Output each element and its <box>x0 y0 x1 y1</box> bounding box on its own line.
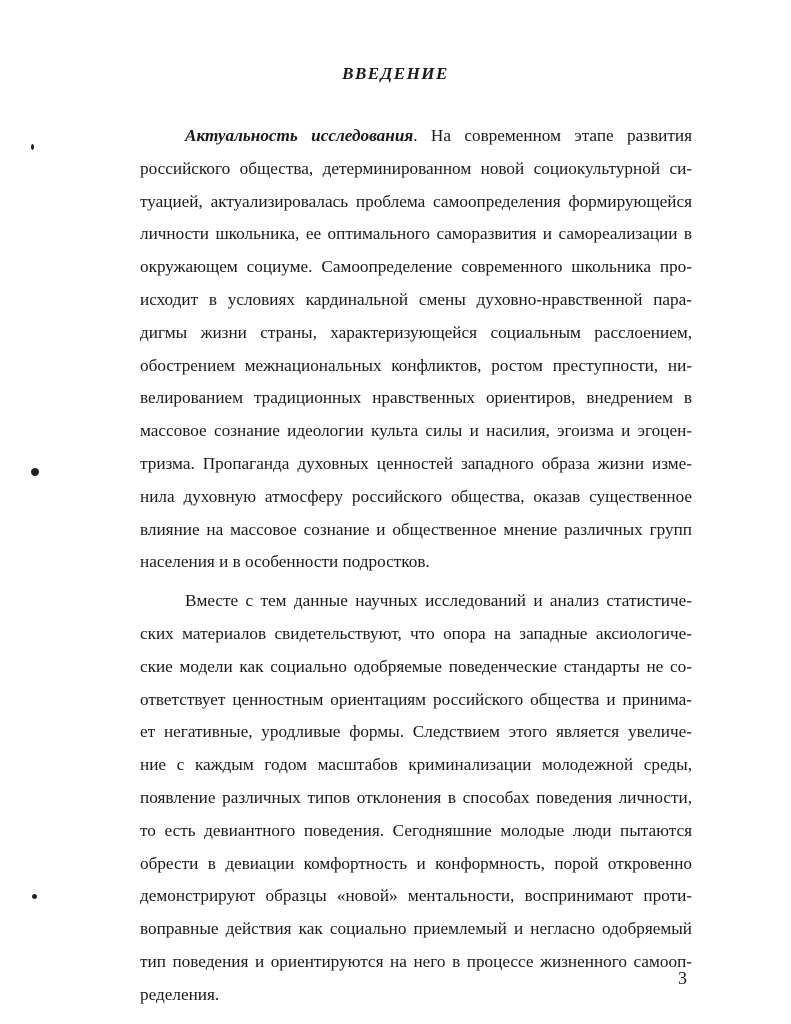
paragraph-line: массовое сознание идеологии культа силы и насилия, эгоизма и эгоцен- <box>140 421 692 441</box>
paragraph-line: ние с каждым годом масштабов криминализации молодежной среды, <box>140 755 692 775</box>
paragraph-line: обострением межнациональных конфликтов, ростом преступности, ни- <box>140 355 692 375</box>
paragraph-line: российского общества, детерминированном новой социокультурной си- <box>140 158 692 178</box>
paragraph-evidence <box>140 585 692 1011</box>
paragraph-line: тризма. Пропаганда духовных ценностей западного образа жизни изме- <box>140 453 692 473</box>
paragraph-line: велированием традиционных нравственных ориентиров, внедрением в <box>140 388 692 408</box>
section-heading: ВВЕДЕНИЕ <box>342 64 449 83</box>
paragraph-line: ответствует ценностным ориентациям российского общества и принима- <box>140 689 692 709</box>
paragraph-line: Вместе с тем данные научных исследований и анализ статистиче- <box>185 591 692 611</box>
paragraph-line: ределения. <box>140 984 220 1004</box>
paragraph-line: влияние на массовое сознание и общественное мнение различных групп <box>140 519 692 539</box>
paragraph-line: ет негативные, уродливые формы. Следствием этого является увеличе- <box>140 722 692 742</box>
paragraph-line: тип поведения и ориентируются на него в процессе жизненного самооп- <box>140 951 692 971</box>
paragraph-line: обрести в девиации комфортность и конформность, порой откровенно <box>140 853 692 873</box>
paragraph-line: исходит в условиях кардинальной смены духовно-нравственной пара- <box>140 289 692 309</box>
scan-speckle-mark <box>32 894 37 899</box>
body-text <box>140 120 692 1012</box>
scan-speckle-mark <box>31 144 34 150</box>
paragraph-line: то есть девиантного поведения. Сегодняшние молодые люди пытаются <box>140 820 692 840</box>
paragraph-line: населения и в особенности подростков. <box>140 552 430 572</box>
paragraph-line: личности школьника, ее оптимального саморазвития и самореализации в <box>140 224 692 244</box>
paragraph-line: ские модели как социально одобряемые поведенческие стандарты не со- <box>140 656 692 676</box>
paragraph-line: демонстрируют образцы «новой» ментальности, воспринимают проти- <box>140 886 692 906</box>
paragraph-line: воправные действия как социально приемлемый и негласно одобряемый <box>140 919 692 939</box>
paragraph-line: нила духовную атмосферу российского общества, оказав существенное <box>140 486 692 506</box>
paragraph-line: туацией, актуализировалась проблема самоопределения формирующейся <box>140 191 692 211</box>
relevance-term: Актуальность исследования <box>185 126 414 145</box>
paragraph-relevance <box>140 120 692 579</box>
paragraph-line: появление различных типов отклонения в способах поведения личности, <box>140 787 692 807</box>
paragraph-line: дигмы жизни страны, характеризующейся социальным расслоением, <box>140 322 692 342</box>
paragraph-line: ских материалов свидетельствуют, что опора на западные аксиологиче- <box>140 623 692 643</box>
paragraph-line: окружающем социуме. Самоопределение современного школьника про- <box>140 257 692 277</box>
page-number: 3 <box>678 968 687 988</box>
paragraph-line <box>140 120 692 153</box>
paragraph-line-text: . На современном этапе развития <box>413 126 692 145</box>
punch-hole-mark <box>31 468 39 476</box>
